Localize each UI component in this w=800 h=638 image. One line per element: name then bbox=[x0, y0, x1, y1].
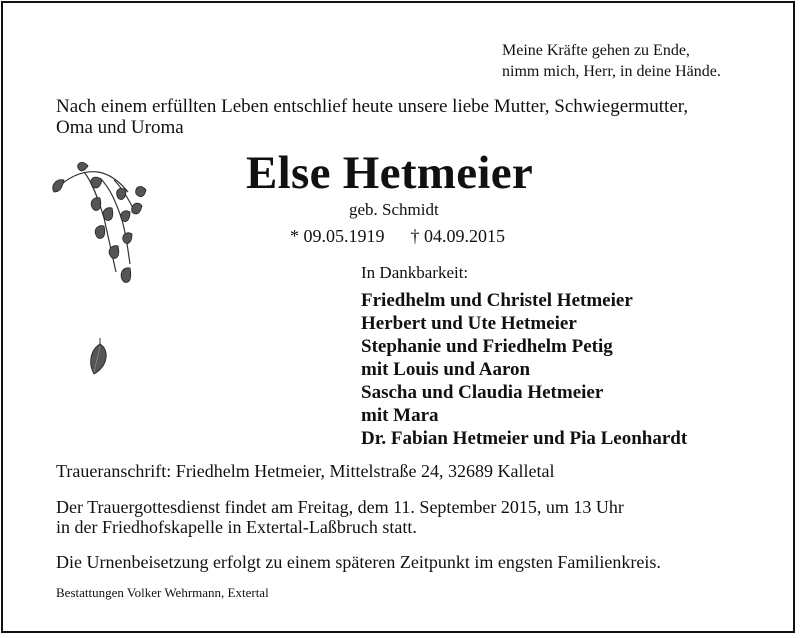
mourner-line: Herbert und Ute Hetmeier bbox=[361, 313, 577, 334]
mourner-line: mit Mara bbox=[361, 405, 439, 426]
mourners-list bbox=[361, 289, 687, 450]
service-line: Der Trauergottesdienst findet am Freitag, dem 11. September 2015, um 13 Uhr bbox=[56, 497, 624, 517]
motto-verse bbox=[502, 40, 721, 82]
intro-line: Oma und Uroma bbox=[56, 117, 184, 138]
mourner-line: Sascha und Claudia Hetmeier bbox=[361, 382, 604, 403]
mourning-address: Traueranschrift: Friedhelm Hetmeier, Mittelstraße 24, 32689 Kalletal bbox=[56, 461, 555, 481]
deceased-name: Else Hetmeier bbox=[246, 147, 534, 199]
service-info bbox=[56, 497, 624, 537]
thanks-label: In Dankbarkeit: bbox=[361, 263, 469, 282]
mourner-line: Friedhelm und Christel Hetmeier bbox=[361, 290, 633, 311]
mourner-line: Stephanie und Friedhelm Petig bbox=[361, 336, 613, 357]
maiden-name: geb. Schmidt bbox=[349, 200, 439, 219]
life-dates bbox=[290, 227, 505, 245]
death-date: † 04.09.2015 bbox=[410, 226, 505, 246]
undertaker-credit: Bestattungen Volker Wehrmann, Extertal bbox=[56, 585, 269, 600]
intro-text bbox=[56, 96, 688, 138]
urn-burial-info: Die Urnenbeisetzung erfolgt zu einem späteren Zeitpunkt im engsten Familienkreis. bbox=[56, 552, 661, 572]
mourner-line: mit Louis und Aaron bbox=[361, 359, 531, 380]
birch-branch-icon bbox=[48, 158, 158, 308]
intro-line: Nach einem erfüllten Leben entschlief heute unsere liebe Mutter, Schwiegermutter, bbox=[56, 96, 689, 117]
service-line: in der Friedhofskapelle in Extertal-Laßbruch statt. bbox=[56, 517, 417, 537]
mourner-line: Dr. Fabian Hetmeier und Pia Leonhardt bbox=[361, 428, 688, 449]
motto-line: nimm mich, Herr, in deine Hände. bbox=[502, 63, 721, 80]
falling-leaf-icon bbox=[86, 336, 112, 378]
birth-date: * 09.05.1919 bbox=[290, 226, 385, 246]
motto-line: Meine Kräfte gehen zu Ende, bbox=[502, 42, 690, 59]
